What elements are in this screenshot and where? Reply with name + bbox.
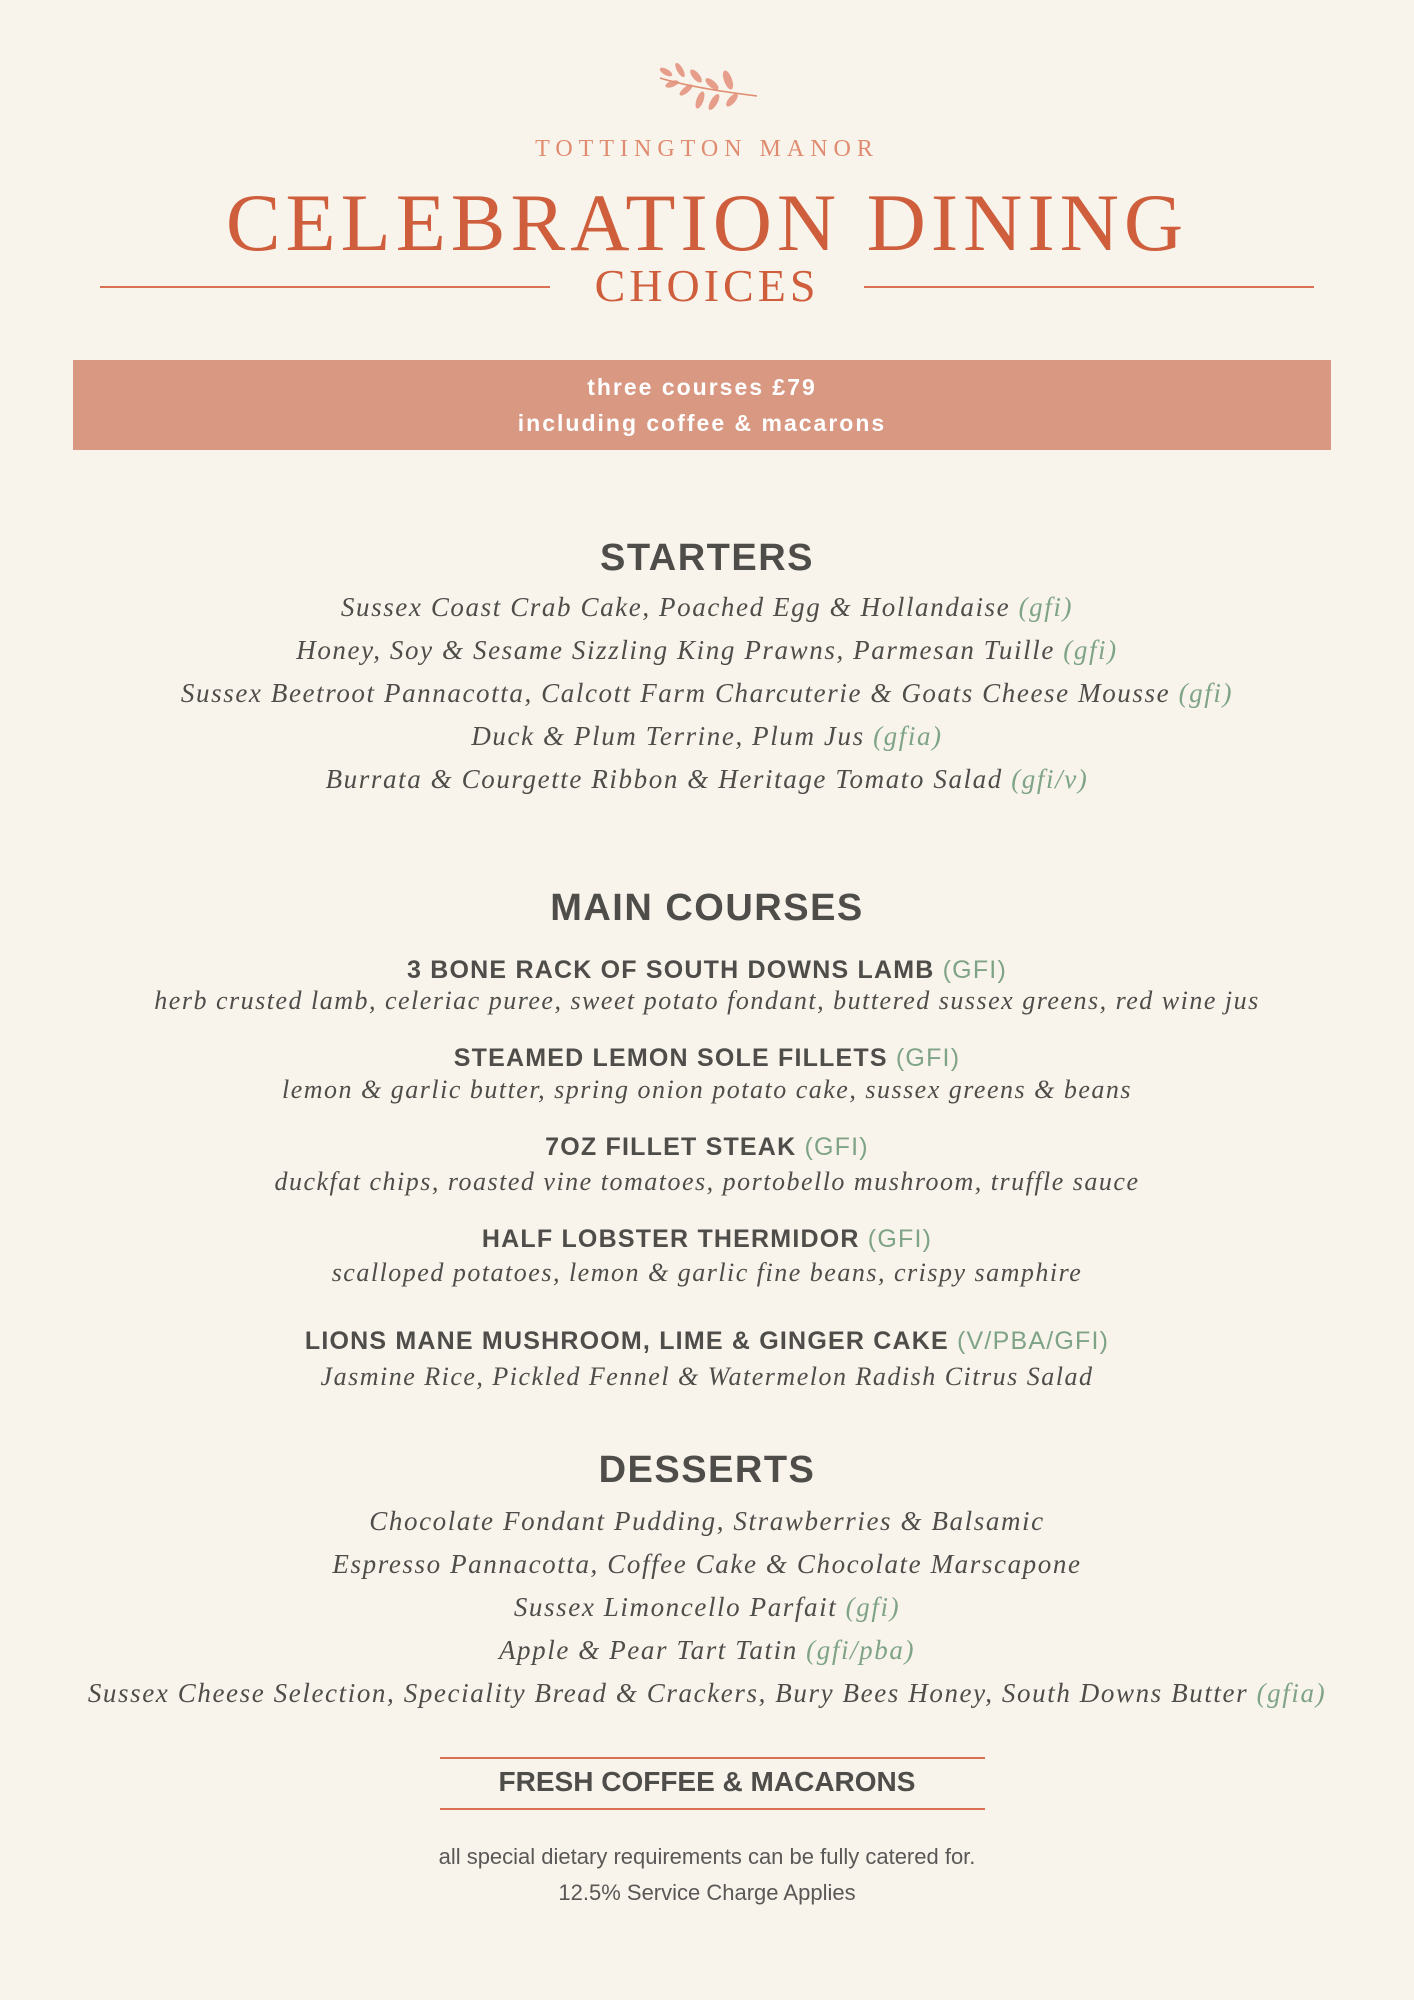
list-item: Duck & Plum Terrine, Plum Jus (gfia) [471,721,943,751]
coffee-note: FRESH COFFEE & MACARONS [498,1766,916,1797]
dish-title: HALF LOBSTER THERMIDOR (GFI) [481,1225,933,1253]
dish-description: scalloped potatoes, lemon & garlic fine beans, crispy samphire [331,1258,1083,1287]
coffee-divider-bottom [440,1808,985,1810]
dietary-note: all special dietary requirements can be fully catered for. [438,1844,976,1869]
list-item: Chocolate Fondant Pudding, Strawberries & Balsamic [369,1506,1045,1536]
list-item: Honey, Soy & Sesame Sizzling King Prawns, Parmesan Tuille (gfi) [296,635,1118,665]
page-title: CELEBRATION DINING [225,177,1189,268]
price-text: three courses £79 [587,374,817,400]
list-item: Sussex Coast Crab Cake, Poached Egg & Hollandaise (gfi) [340,592,1074,622]
brand-name: TOTTINGTON MANOR [535,136,879,162]
divider-right [864,286,1314,288]
logo-sprig-icon [652,58,764,112]
desserts-list [0,1500,1414,1715]
dish-description: duckfat chips, roasted vine tomatoes, portobello mushroom, truffle sauce [274,1167,1140,1196]
list-item: Espresso Pannacotta, Coffee Cake & Chocolate Marscapone [332,1549,1082,1579]
list-item: Sussex Cheese Selection, Speciality Bread & Crackers, Bury Bees Honey, South Downs Butter (gfia) [87,1678,1327,1708]
dish-title: 3 BONE RACK OF SOUTH DOWNS LAMB (GFI) [407,956,1007,984]
mains-heading: MAIN COURSES [550,887,864,929]
starters-heading: STARTERS [600,537,814,579]
dish-description: Jasmine Rice, Pickled Fennel & Watermelon Radish Citrus Salad [320,1362,1094,1391]
page-subtitle: CHOICES [594,260,820,311]
list-item: Sussex Beetroot Pannacotta, Calcott Farm Charcuterie & Goats Cheese Mousse (gfi) [180,678,1234,708]
coffee-divider-top [440,1757,985,1759]
dish-title: 7OZ FILLET STEAK (GFI) [545,1133,869,1161]
dish-title: LIONS MANE MUSHROOM, LIME & GINGER CAKE (V/PBA/GFI) [304,1327,1110,1355]
service-charge-note: 12.5% Service Charge Applies [558,1880,856,1905]
desserts-heading: DESSERTS [598,1449,816,1491]
dish-title: STEAMED LEMON SOLE FILLETS (GFI) [453,1044,961,1072]
price-banner [73,360,1331,450]
price-includes-text: including coffee & macarons [517,410,887,436]
list-item: Apple & Pear Tart Tatin (gfi/pba) [498,1635,916,1665]
starters-list [0,586,1414,801]
dish-description: lemon & garlic butter, spring onion potato cake, sussex greens & beans [281,1075,1132,1104]
list-item: Sussex Limoncello Parfait (gfi) [513,1592,901,1622]
list-item: Burrata & Courgette Ribbon & Heritage Tomato Salad (gfi/v) [325,764,1089,794]
dish-description: herb crusted lamb, celeriac puree, sweet potato fondant, buttered sussex greens, red wine jus [154,986,1260,1015]
